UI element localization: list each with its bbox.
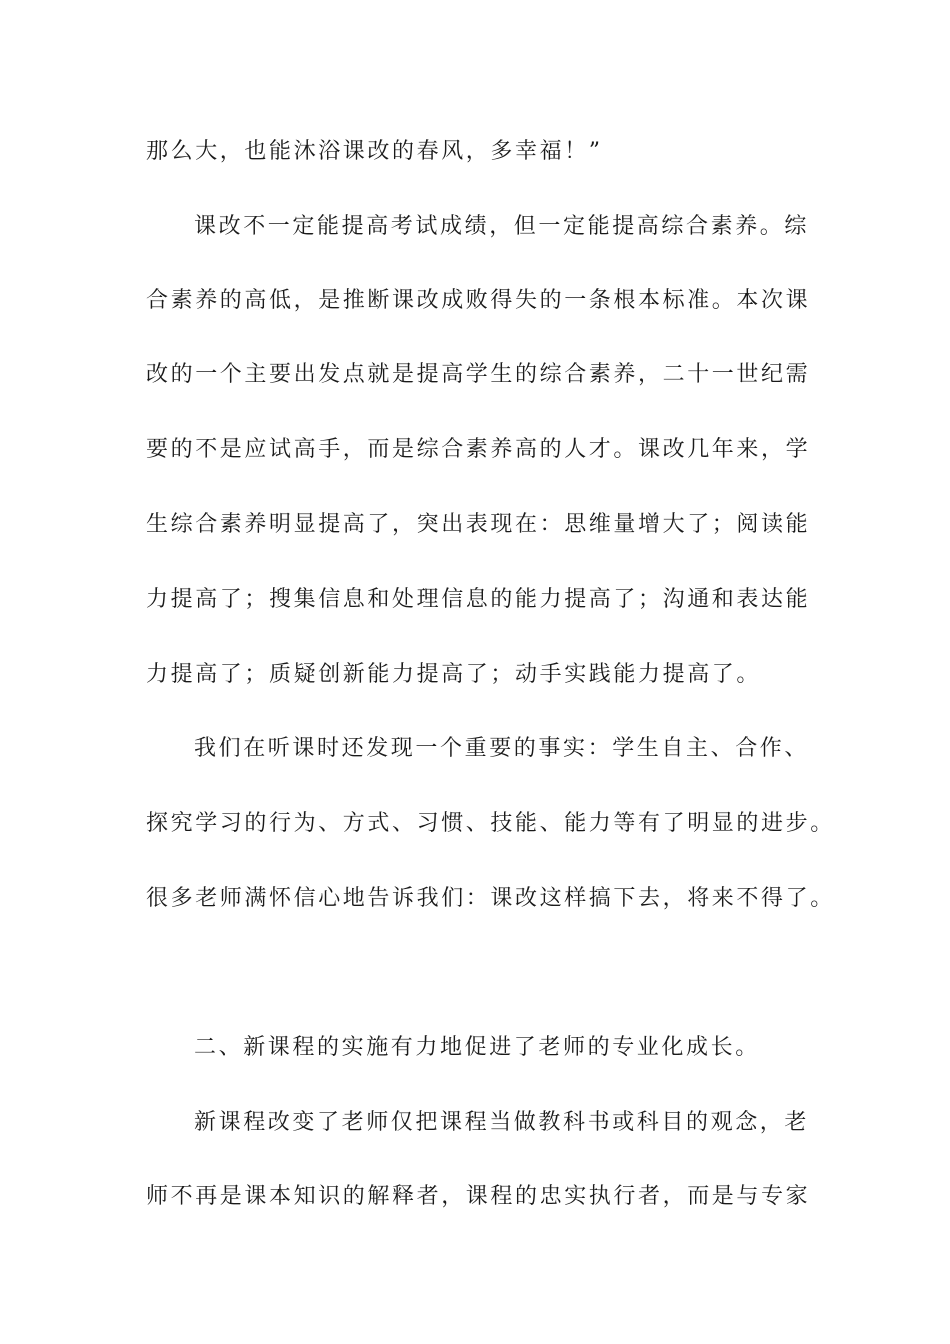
text-line: 要的不是应试高手，而是综合素养高的人才。课改几年来，学	[146, 437, 811, 462]
text-line: 很多老师满怀信心地告诉我们：课改这样搞下去，将来不得了。	[146, 886, 835, 911]
section-heading: 二、新课程的实施有力地促进了老师的专业化成长。	[194, 1035, 760, 1060]
text-line: 师不再是课本知识的解释者，课程的忠实执行者，而是与专家	[146, 1184, 811, 1209]
text-line: 那么大，也能沐浴课改的春风，多幸福！”	[146, 139, 603, 164]
text-line: 生综合素养明显提高了，突出表现在：思维量增大了；阅读能	[146, 512, 811, 537]
paragraph-first-line: 我们在听课时还发现一个重要的事实：学生自主、合作、	[194, 736, 810, 761]
paragraph-first-line: 新课程改变了老师仅把课程当做教科书或科目的观念，老	[194, 1110, 810, 1135]
paragraph-first-line: 课改不一定能提高考试成绩，但一定能提高综合素养。综	[194, 214, 810, 239]
text-line: 探究学习的行为、方式、习惯、技能、能力等有了明显的进步。	[146, 811, 835, 836]
text-line: 力提高了；质疑创新能力提高了；动手实践能力提高了。	[146, 662, 762, 687]
text-line: 改的一个主要出发点就是提高学生的综合素养，二十一世纪需	[146, 362, 811, 387]
text-line: 合素养的高低，是推断课改成败得失的一条根本标准。本次课	[146, 288, 811, 313]
text-line: 力提高了；搜集信息和处理信息的能力提高了；沟通和表达能	[146, 587, 811, 612]
